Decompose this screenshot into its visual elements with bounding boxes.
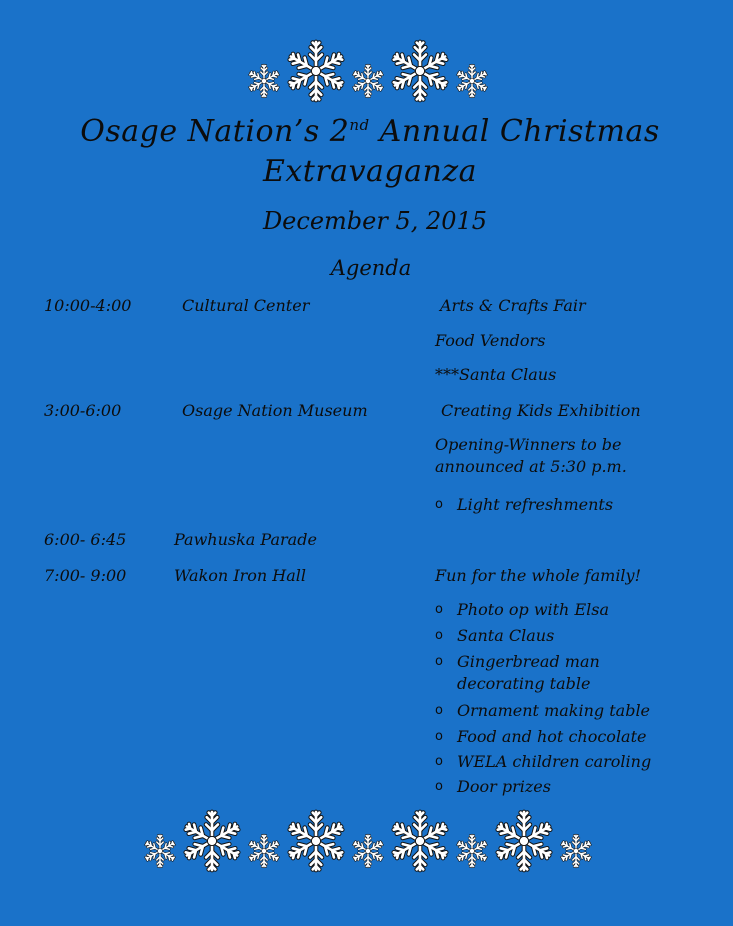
agenda-activity: Arts & Crafts Fair	[440, 296, 586, 315]
bullet-text: Door prizes	[457, 777, 551, 796]
bullet-marker: o	[435, 703, 443, 718]
list-item	[435, 494, 707, 516]
agenda-location: Cultural Center	[182, 296, 310, 315]
snowflake-icon	[454, 833, 490, 869]
snowflake-icon	[350, 63, 386, 99]
list-item	[435, 651, 657, 695]
agenda-activity: Fun for the whole family!	[435, 566, 642, 585]
bottom-snowflake-row	[0, 808, 733, 878]
agenda-time: 10:00-4:00	[44, 296, 132, 315]
agenda-location: Wakon Iron Hall	[174, 566, 307, 585]
bullet-marker: o	[435, 602, 443, 617]
snowflake-icon	[558, 833, 594, 869]
bullet-text: Light refreshments	[457, 495, 614, 514]
agenda-time: 3:00-6:00	[44, 401, 122, 420]
title-line-2: Extravaganza	[262, 154, 478, 189]
snowflake-icon	[142, 833, 178, 869]
event-title	[40, 112, 700, 192]
bullet-marker: o	[435, 497, 443, 512]
snowflake-icon	[283, 808, 349, 874]
title-superscript: nd	[349, 116, 370, 134]
agenda-activity: Creating Kids Exhibition	[441, 401, 641, 420]
bullet-text: Ornament making table	[457, 701, 651, 720]
title-rest: Annual Christmas	[369, 114, 660, 149]
top-snowflake-row	[0, 38, 733, 108]
bullet-text: Santa Claus	[457, 626, 555, 645]
event-date: December 5, 2015	[262, 207, 488, 235]
bullet-marker: o	[435, 729, 443, 744]
snowflake-icon	[387, 808, 453, 874]
list-item	[435, 751, 707, 773]
bullet-text: Photo op with Elsa	[457, 600, 609, 619]
bullet-text: Food and hot chocolate	[457, 727, 647, 746]
snowflake-icon	[246, 63, 282, 99]
title-main: Osage Nation’s 2	[80, 114, 350, 149]
agenda-location: Osage Nation Museum	[182, 401, 368, 420]
snowflake-icon	[387, 38, 453, 104]
list-item	[435, 726, 707, 748]
snowflake-icon	[350, 833, 386, 869]
bullet-marker: o	[435, 628, 443, 643]
agenda-time: 6:00- 6:45	[44, 530, 127, 549]
snowflake-icon	[454, 63, 490, 99]
list-item	[435, 776, 707, 798]
snowflake-icon	[179, 808, 245, 874]
bullet-marker: o	[435, 754, 443, 769]
bullet-text: Gingerbread man decorating table	[457, 652, 600, 693]
snowflake-icon	[283, 38, 349, 104]
bullet-marker: o	[435, 654, 443, 669]
bullet-text: WELA children caroling	[457, 752, 652, 771]
snowflake-icon	[246, 833, 282, 869]
snowflake-icon	[491, 808, 557, 874]
agenda-activity: Food Vendors	[435, 331, 546, 350]
agenda-location: Pawhuska Parade	[174, 530, 317, 549]
agenda-heading: Agenda	[330, 256, 412, 280]
agenda-activity: ***Santa Claus	[435, 365, 557, 384]
bullet-marker: o	[435, 779, 443, 794]
list-item	[435, 700, 707, 722]
agenda-activity: Opening-Winners to be announced at 5:30 p.m.	[435, 435, 627, 476]
list-item	[435, 625, 707, 647]
list-item	[435, 599, 707, 621]
agenda-time: 7:00- 9:00	[44, 566, 127, 585]
